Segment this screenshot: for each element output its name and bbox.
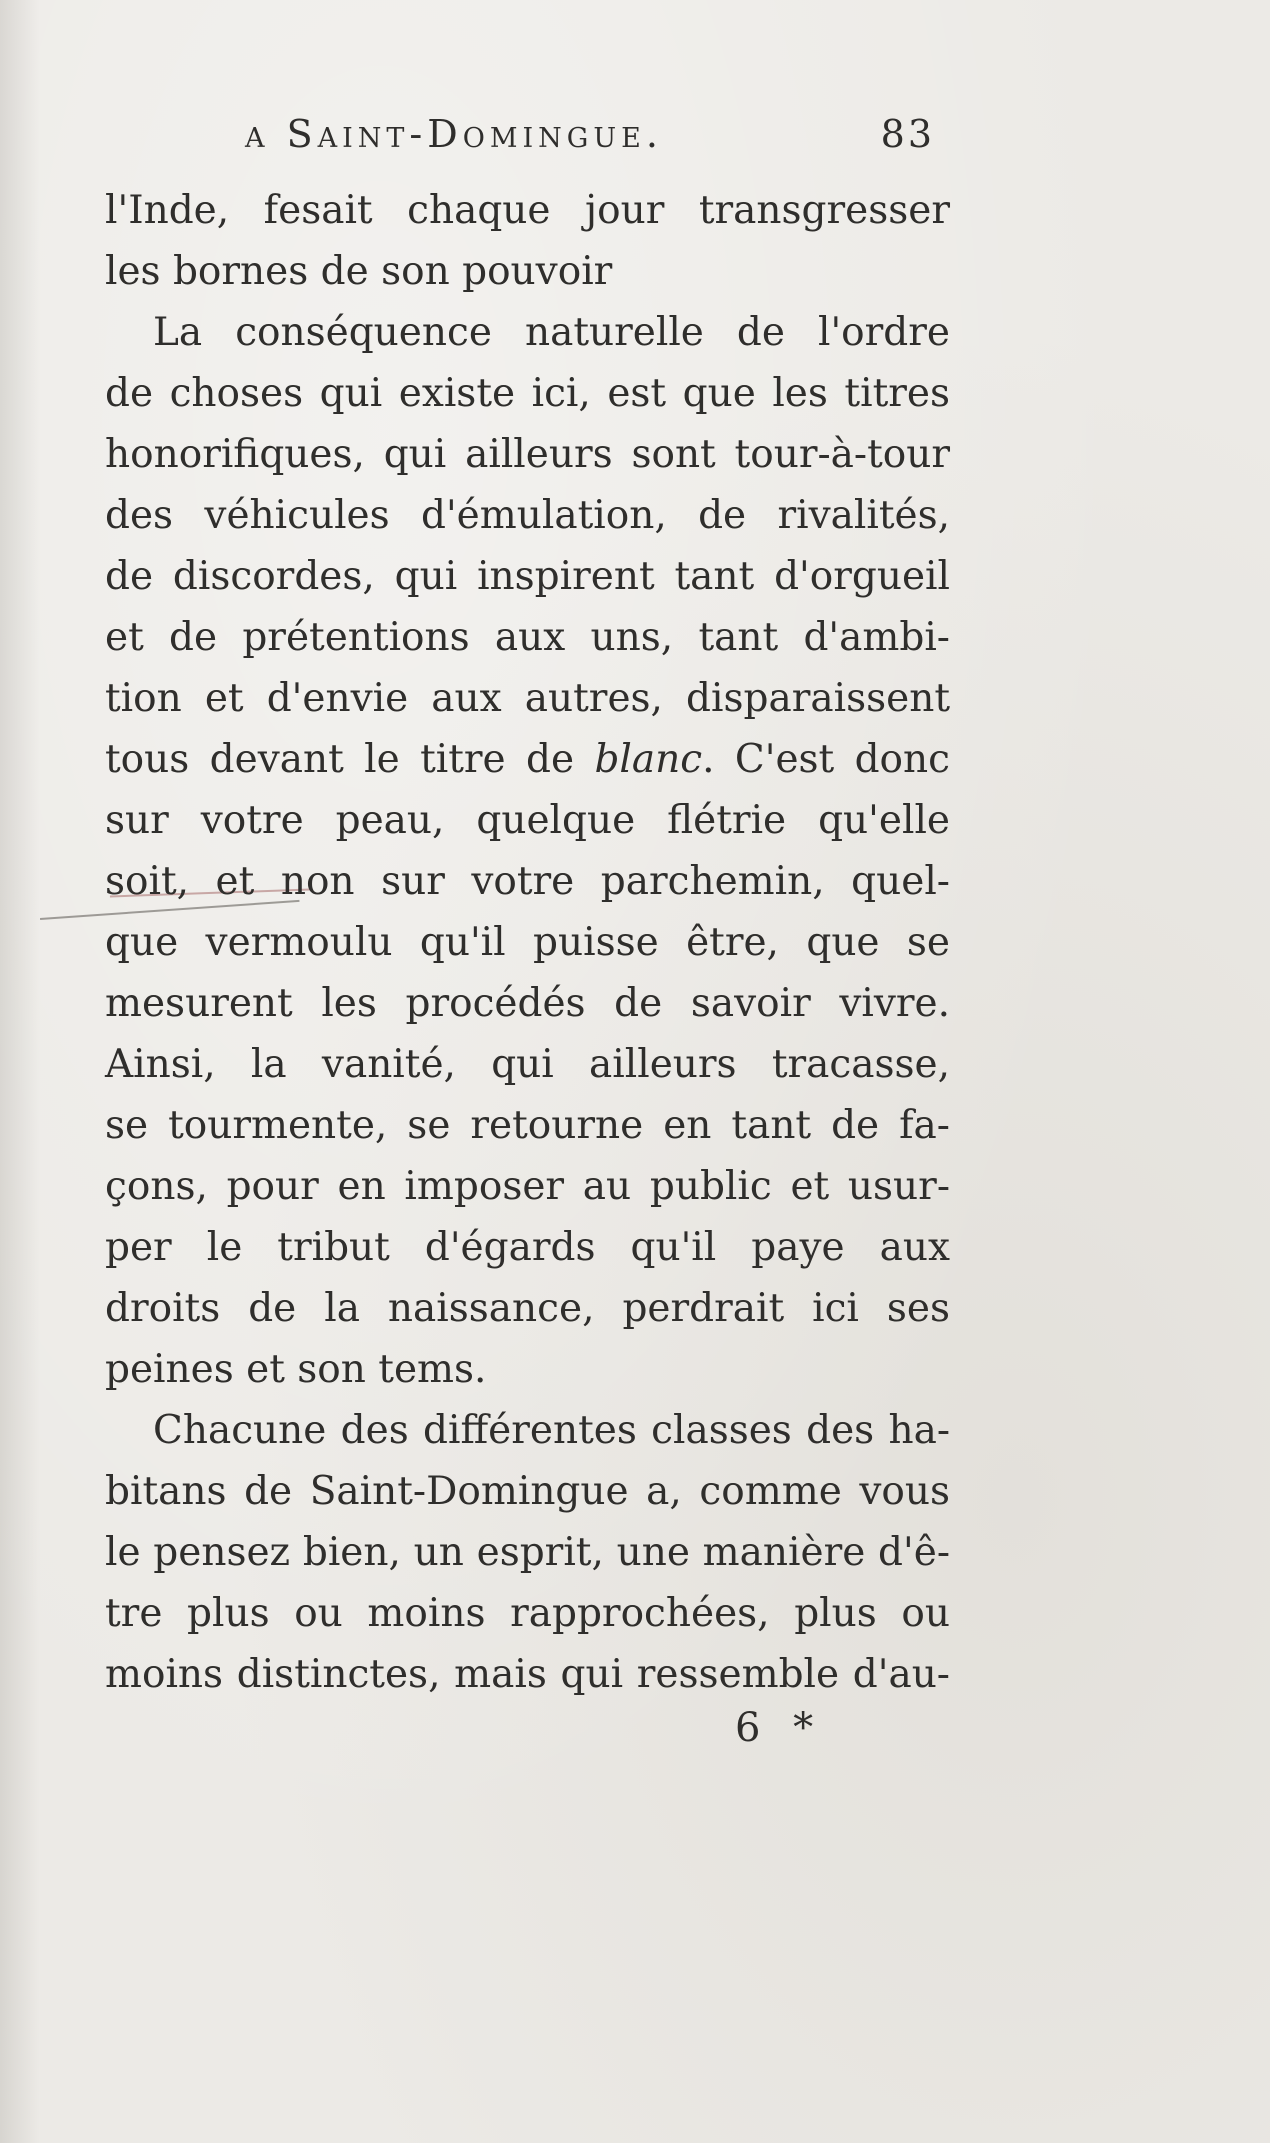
italic-word: blanc: [594, 737, 703, 782]
running-head-title: a Saint-Domingue.: [245, 112, 663, 156]
text-line: soit, et non sur votre parchemin, quel-: [105, 859, 950, 904]
running-head: [245, 112, 935, 172]
text-line: mesurent les procédés de savoir vivre.: [105, 981, 950, 1026]
text-line: l'Inde, fesait chaque jour transgresser: [105, 188, 950, 233]
text-line: et de prétentions aux uns, tant d'ambi-: [105, 615, 950, 660]
text-line: se tourmente, se retourne en tant de fa-: [105, 1103, 950, 1148]
text-line: sur votre peau, quelque flétrie qu'elle: [105, 798, 950, 843]
text-line: que vermoulu qu'il puisse être, que se: [105, 920, 950, 965]
text-line: bitans de Saint-Domingue a, comme vous: [105, 1469, 950, 1514]
text-line: Ainsi, la vanité, qui ailleurs tracasse,: [105, 1042, 950, 1087]
text-segment: tous devant le titre de: [105, 737, 575, 782]
page-fold-shadow: [0, 0, 40, 2143]
text-line: moins distinctes, mais qui ressemble d'au-: [105, 1652, 950, 1697]
text-line: tion et d'envie aux autres, disparaissent: [105, 676, 950, 721]
text-line: per le tribut d'égards qu'il paye aux: [105, 1225, 950, 1270]
text-segment: . C'est donc: [702, 737, 950, 782]
text-line: tre plus ou moins rapprochées, plus ou: [105, 1591, 950, 1636]
text-line: çons, pour en imposer au public et usur-: [105, 1164, 950, 1209]
text-line: de discordes, qui inspirent tant d'orgueil: [105, 554, 950, 599]
text-line: des véhicules d'émulation, de rivalités,: [105, 493, 950, 538]
text-line: honorifiques, qui ailleurs sont tour-à-tour: [105, 432, 950, 477]
text-line: les bornes de son pouvoir: [105, 249, 613, 294]
signature-mark: 6 *: [735, 1705, 824, 1751]
paragraph-start-line: La conséquence naturelle de l'ordre: [153, 310, 950, 355]
text-line: droits de la naissance, perdrait ici ses: [105, 1286, 950, 1331]
body-text: [105, 180, 950, 1705]
text-line: de choses qui existe ici, est que les titres: [105, 371, 950, 416]
text-line: le pensez bien, un esprit, une manière d'ê-: [105, 1530, 950, 1575]
text-line: [105, 729, 950, 790]
paragraph-start-line: Chacune des différentes classes des ha-: [153, 1408, 950, 1453]
page-number: 83: [880, 112, 935, 156]
text-line: peines et son tems.: [105, 1347, 487, 1392]
